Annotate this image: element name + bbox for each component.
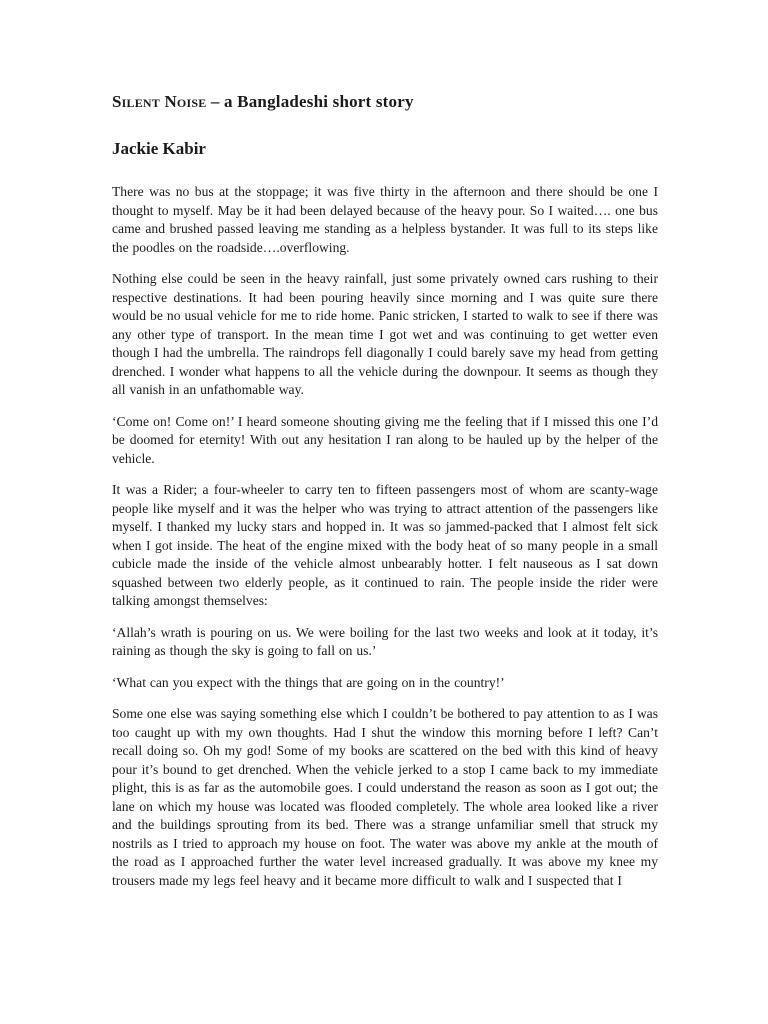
author-name: Jackie Kabir <box>112 139 206 158</box>
title-rest: – a Bangladeshi short story <box>206 92 414 111</box>
story-paragraph: ‘Allah’s wrath is pouring on us. We were boiling for the last two weeks and look at it today, it’s raining as though the sky is going to fall on us.’ <box>112 624 658 658</box>
title-lead-smallcaps: Silent Noise <box>112 92 207 111</box>
story-paragraph: There was no bus at the stoppage; it was five thirty in the afternoon and there should be one I thought to myself. May be it had been delayed because of the heavy pour. So I waited…. one bus came and brushed passed leaving me standing as a helpless bystander. It was full to its steps like the poodles on the roadside….overflowing. <box>112 184 658 255</box>
story-paragraph: Some one else was saying something else which I couldn’t be bothered to pay attention to as I was too caught up with my own thoughts. Had I shut the window this morning before I left? Can’t recall doing so. Oh my god! Some of my books are scattered on the bed with this kind of heavy pour it’s bound to get drenched. When the vehicle jerked to a stop I came back to my immediate plight, this is as far as the automobile goes. I could understand the reason as soon as I got out; the lane on which my house was located was flooded completely. The whole area looked like a river and the buildings sprouting from its bed. There was a strange unfamiliar smell that struck my nostrils as I tried to approach my house on foot. The water was above my ankle at the mouth of the road as I approached further the water level increased gradually. It was above my knee my trousers made my legs feel heavy and it became more difficult to walk and I suspected that I <box>112 706 658 888</box>
story-paragraph: ‘Come on! Come on!’ I heard someone shouting giving me the feeling that if I missed this one I’d be doomed for eternity! With out any hesitation I ran along to be hauled up by the helper of the vehicle. <box>112 413 658 466</box>
story-paragraph: It was a Rider; a four-wheeler to carry ten to fifteen passengers most of whom are scanty-wage people like myself and it was the helper who was trying to attract attention of the passengers like myself. I thanked my lucky stars and hopped in. It was so jammed-packed that I almost felt sick when I got inside. The heat of the engine mixed with the body heat of so many people in a small cubicle made the inside of the vehicle almost unbearably hotter. I felt nauseous as I sat down squashed between two elderly people, as it continued to rain. The people inside the rider were talking amongst themselves: <box>112 482 658 608</box>
story-paragraph: ‘What can you expect with the things that are going on in the country!’ <box>112 674 505 690</box>
story-body <box>112 183 658 890</box>
document-title <box>112 92 658 112</box>
story-paragraph: Nothing else could be seen in the heavy rainfall, just some privately owned cars rushing to their respective destinations. It had been pouring heavily since morning and I was quite sure there would be no usual vehicle for me to ride home. Panic stricken, I started to walk to see if there was any other type of transport. In the mean time I got wet and was continuing to get wetter even though I had the umbrella. The raindrops fell diagonally I could barely save my head from getting drenched. I wonder what happens to all the vehicle during the downpour. It seems as though they all vanish in an unfathomable way. <box>112 271 658 397</box>
